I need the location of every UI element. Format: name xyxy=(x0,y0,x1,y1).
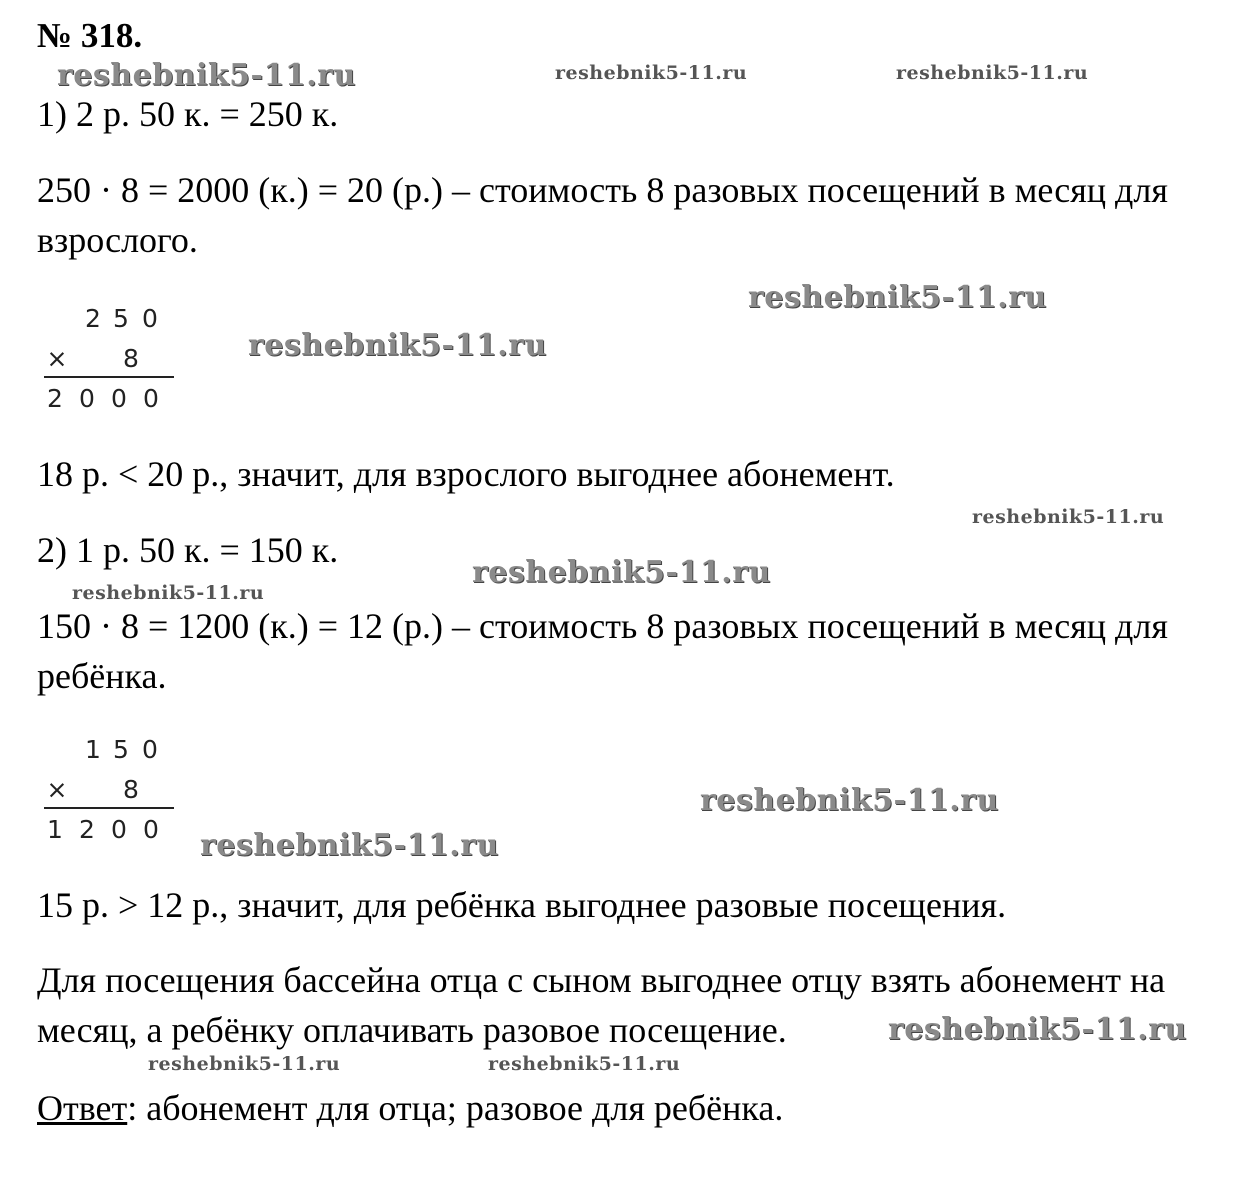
digit: 5 xyxy=(113,304,129,333)
watermark: reshebnik5-11.ru xyxy=(748,280,1047,315)
digit: 8 xyxy=(123,775,139,804)
digit: 8 xyxy=(123,344,139,373)
part1-calculation: 250 · 8 = 2000 (к.) = 20 (р.) – стоимость 8 разовых посещений в месяц для xyxy=(37,170,1168,210)
digit: 0 xyxy=(111,815,127,844)
part2-conclusion: 15 р. > 12 р., значит, для ребёнка выгоднее разовые посещения. xyxy=(37,885,1007,925)
watermark: reshebnik5-11.ru xyxy=(200,828,499,863)
watermark: reshebnik5-11.ru xyxy=(896,62,1089,84)
answer-text: : абонемент для отца; разовое для ребёнка. xyxy=(127,1088,784,1128)
digit: 5 xyxy=(113,735,129,764)
digit: 0 xyxy=(142,304,158,333)
digit: 2 xyxy=(79,815,95,844)
digit: 2 xyxy=(47,384,63,413)
problem-number: № 318. xyxy=(37,16,143,55)
multiply-sign: × xyxy=(46,775,68,804)
part2-calculation: 150 · 8 = 1200 (к.) = 12 (р.) – стоимость 8 разовых посещений в месяц для xyxy=(37,606,1168,646)
watermark: reshebnik5-11.ru xyxy=(57,58,356,93)
digit: 0 xyxy=(143,384,159,413)
digit: 2 xyxy=(85,304,101,333)
final-conclusion-cont: месяц, а ребёнку оплачивать разовое посещение. xyxy=(37,1010,787,1050)
watermark: reshebnik5-11.ru xyxy=(148,1053,341,1075)
column-multiplication-2 xyxy=(44,735,184,845)
final-conclusion: Для посещения бассейна отца с сыном выгоднее отцу взять абонемент на xyxy=(37,960,1166,1000)
watermark: reshebnik5-11.ru xyxy=(555,62,748,84)
calc-line xyxy=(44,376,174,378)
answer-label: Ответ xyxy=(37,1088,128,1128)
part2-conversion: 2) 1 р. 50 к. = 150 к. xyxy=(37,530,339,570)
digit: 0 xyxy=(79,384,95,413)
digit: 0 xyxy=(143,815,159,844)
column-multiplication-1 xyxy=(44,304,184,414)
part1-conclusion: 18 р. < 20 р., значит, для взрослого выгоднее абонемент. xyxy=(37,454,895,494)
calc-line xyxy=(44,807,174,809)
watermark: reshebnik5-11.ru xyxy=(248,328,547,363)
digit: 0 xyxy=(142,735,158,764)
digit: 1 xyxy=(47,815,63,844)
digit: 0 xyxy=(111,384,127,413)
watermark: reshebnik5-11.ru xyxy=(972,506,1165,528)
watermark: reshebnik5-11.ru xyxy=(888,1012,1187,1047)
watermark: reshebnik5-11.ru xyxy=(700,783,999,818)
answer xyxy=(37,1090,783,1126)
watermark: reshebnik5-11.ru xyxy=(72,582,265,604)
digit: 1 xyxy=(85,735,101,764)
multiply-sign: × xyxy=(46,344,68,373)
part1-conversion: 1) 2 р. 50 к. = 250 к. xyxy=(37,94,339,134)
part1-calculation-cont: взрослого. xyxy=(37,220,198,260)
watermark: reshebnik5-11.ru xyxy=(472,555,771,590)
part2-calculation-cont: ребёнка. xyxy=(37,656,167,696)
watermark: reshebnik5-11.ru xyxy=(488,1053,681,1075)
